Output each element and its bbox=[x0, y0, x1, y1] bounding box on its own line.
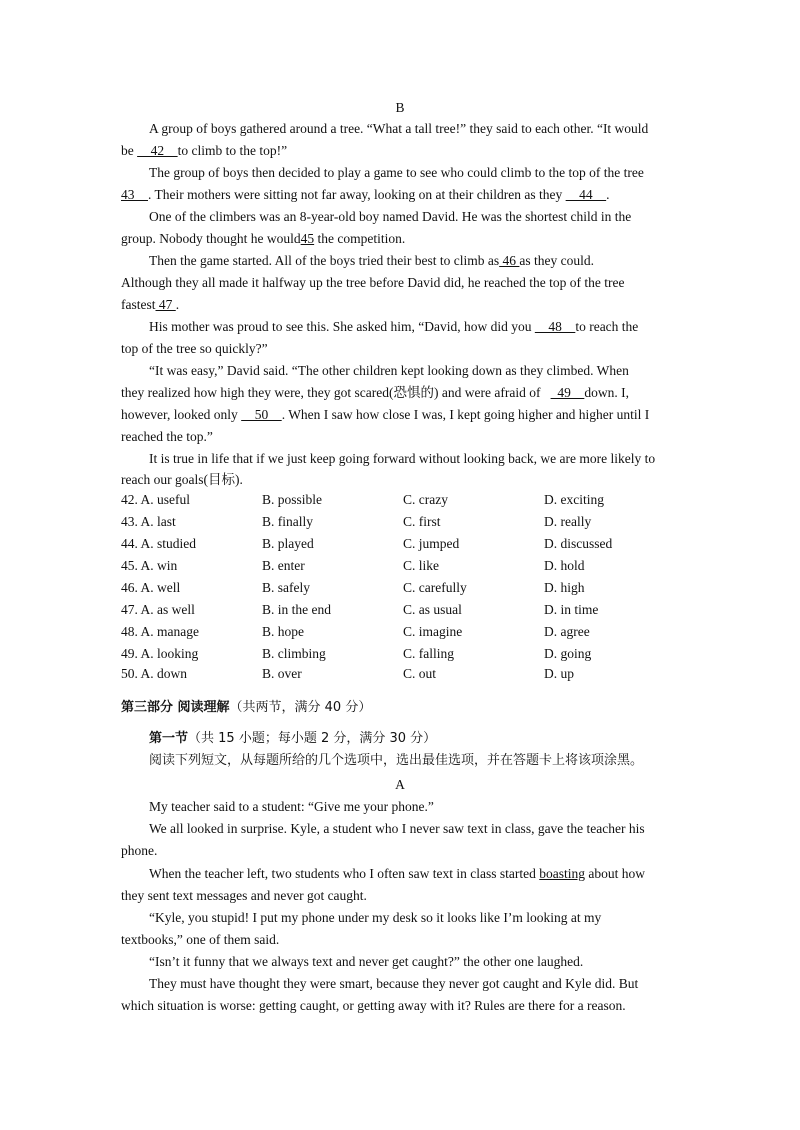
passage-a-line-5: they sent text messages and never got caught. bbox=[121, 888, 367, 903]
passage-b-line-3: The group of boys then decided to play a game to see who could climb to the top of the tree bbox=[149, 165, 644, 180]
option-b[interactable]: B. hope bbox=[262, 624, 304, 639]
option-a[interactable]: 48. A. manage bbox=[121, 624, 199, 639]
passage-a-line-8: “Isn’t it funny that we always text and never get caught?” the other one laughed. bbox=[149, 954, 584, 969]
option-c[interactable]: C. carefully bbox=[403, 580, 467, 595]
option-c[interactable]: C. falling bbox=[403, 646, 454, 661]
option-row-45 bbox=[121, 556, 681, 576]
passage-b-line-7: Then the game started. All of the boys tried their best to climb as 46 as they could. bbox=[149, 253, 595, 268]
option-a[interactable]: 45. A. win bbox=[121, 558, 178, 573]
blank-43: 43 bbox=[121, 187, 148, 202]
option-d[interactable]: D. exciting bbox=[544, 492, 604, 507]
option-d[interactable]: D. going bbox=[544, 646, 592, 661]
passage-b-line-15: reached the top.” bbox=[121, 429, 213, 444]
passage-b-line-9: fastest 47 . bbox=[121, 297, 180, 312]
option-c[interactable]: C. like bbox=[403, 558, 439, 573]
blank-49: 49 bbox=[550, 385, 585, 400]
option-a[interactable]: 46. A. well bbox=[121, 580, 181, 595]
blank-42: 42 bbox=[137, 143, 178, 158]
option-row-42 bbox=[121, 490, 681, 510]
passage-b-line-2: be 42 to climb to the top!” bbox=[121, 143, 288, 158]
passage-b-line-14: however, looked only 50 . When I saw how close I was, I kept going higher and higher until I bbox=[121, 407, 650, 422]
blank-50: 50 bbox=[241, 407, 282, 422]
blank-45: 45 bbox=[300, 231, 315, 246]
section-a-heading: A bbox=[395, 777, 405, 792]
passage-a-line-9: They must have thought they were smart, because they never got caught and Kyle did. But bbox=[149, 976, 639, 991]
section1-instruction: 阅读下列短文，从每题所给的几个选项中，选出最佳选项，并在答题卡上将该项涂黑。 bbox=[149, 753, 644, 768]
blank-46: 46 bbox=[499, 253, 520, 268]
passage-b-line-1: A group of boys gathered around a tree. “What a tall tree!” they said to each other. “It would bbox=[149, 121, 649, 136]
option-c[interactable]: C. crazy bbox=[403, 492, 448, 507]
option-b[interactable]: B. climbing bbox=[262, 646, 326, 661]
option-b[interactable]: B. over bbox=[262, 666, 302, 681]
option-d[interactable]: D. really bbox=[544, 514, 592, 529]
option-d[interactable]: D. up bbox=[544, 666, 574, 681]
passage-b-line-11: top of the tree so quickly?” bbox=[121, 341, 268, 356]
option-b[interactable]: B. in the end bbox=[262, 602, 331, 617]
passage-a-line-2: We all looked in surprise. Kyle, a student who I never saw text in class, gave the teacher his bbox=[149, 821, 645, 836]
option-b[interactable]: B. enter bbox=[262, 558, 305, 573]
option-d[interactable]: D. high bbox=[544, 580, 585, 595]
option-row-44 bbox=[121, 534, 681, 554]
passage-b-line-17: reach our goals(目标). bbox=[121, 472, 243, 487]
passage-b-line-6: group. Nobody thought he would45 the competition. bbox=[121, 231, 406, 246]
option-a[interactable]: 49. A. looking bbox=[121, 646, 199, 661]
blank-48: 48 bbox=[534, 319, 576, 334]
passage-b-line-10: His mother was proud to see this. She asked him, “David, how did you 48 to reach the bbox=[149, 319, 639, 334]
blank-44: 44 bbox=[565, 187, 607, 202]
part3-title: 第三部分 阅读理解（共两节，满分 40 分） bbox=[121, 700, 372, 715]
passage-b-line-4: 43 . Their mothers were sitting not far away, looking on at their children as they 44 . bbox=[121, 187, 610, 202]
option-c[interactable]: C. first bbox=[403, 514, 441, 529]
option-row-47 bbox=[121, 600, 681, 620]
passage-b-line-8: Although they all made it halfway up the tree before David did, he reached the top of the tree bbox=[121, 275, 625, 290]
passage-a-line-6: “Kyle, you stupid! I put my phone under my desk so it looks like I’m looking at my bbox=[149, 910, 602, 925]
option-b[interactable]: B. played bbox=[262, 536, 314, 551]
blank-47: 47 bbox=[155, 297, 176, 312]
option-a[interactable]: 44. A. studied bbox=[121, 536, 197, 551]
option-row-43 bbox=[121, 512, 681, 532]
option-row-50 bbox=[121, 664, 681, 684]
option-a[interactable]: 47. A. as well bbox=[121, 602, 195, 617]
passage-a-line-1: My teacher said to a student: “Give me your phone.” bbox=[149, 799, 434, 814]
option-c[interactable]: C. as usual bbox=[403, 602, 462, 617]
option-d[interactable]: D. discussed bbox=[544, 536, 613, 551]
passage-a-line-10: which situation is worse: getting caught, or getting away with it? Rules are there for a reason. bbox=[121, 998, 626, 1013]
passage-a-line-4: When the teacher left, two students who I often saw text in class started boasting about how bbox=[149, 866, 646, 881]
option-a[interactable]: 50. A. down bbox=[121, 666, 188, 681]
option-row-46 bbox=[121, 578, 681, 598]
option-c[interactable]: C. jumped bbox=[403, 536, 460, 551]
option-row-49 bbox=[121, 644, 681, 664]
passage-b-line-16: It is true in life that if we just keep going forward without looking back, we are more likely to bbox=[149, 451, 656, 466]
passage-b-line-12: “It was easy,” David said. “The other children kept looking down as they climbed. When bbox=[149, 363, 629, 378]
passage-b-line-5: One of the climbers was an 8-year-old boy named David. He was the shortest child in the bbox=[149, 209, 632, 224]
option-b[interactable]: B. finally bbox=[262, 514, 313, 529]
section-b-heading: B bbox=[395, 100, 405, 115]
section1-title: 第一节（共 15 小题；每小题 2 分，满分 30 分） bbox=[149, 731, 437, 746]
option-d[interactable]: D. in time bbox=[544, 602, 599, 617]
passage-b-line-13: they realized how high they were, they got scared(恐惧的) and were afraid of 49 down. I, bbox=[121, 385, 629, 400]
option-b[interactable]: B. safely bbox=[262, 580, 310, 595]
option-d[interactable]: D. hold bbox=[544, 558, 585, 573]
option-a[interactable]: 43. A. last bbox=[121, 514, 176, 529]
option-row-48 bbox=[121, 622, 681, 642]
passage-a-line-3: phone. bbox=[121, 843, 158, 858]
option-c[interactable]: C. imagine bbox=[403, 624, 463, 639]
option-c[interactable]: C. out bbox=[403, 666, 437, 681]
boasting-word: boasting bbox=[539, 866, 586, 881]
passage-a-line-7: textbooks,” one of them said. bbox=[121, 932, 280, 947]
option-a[interactable]: 42. A. useful bbox=[121, 492, 190, 507]
option-b[interactable]: B. possible bbox=[262, 492, 323, 507]
option-d[interactable]: D. agree bbox=[544, 624, 590, 639]
